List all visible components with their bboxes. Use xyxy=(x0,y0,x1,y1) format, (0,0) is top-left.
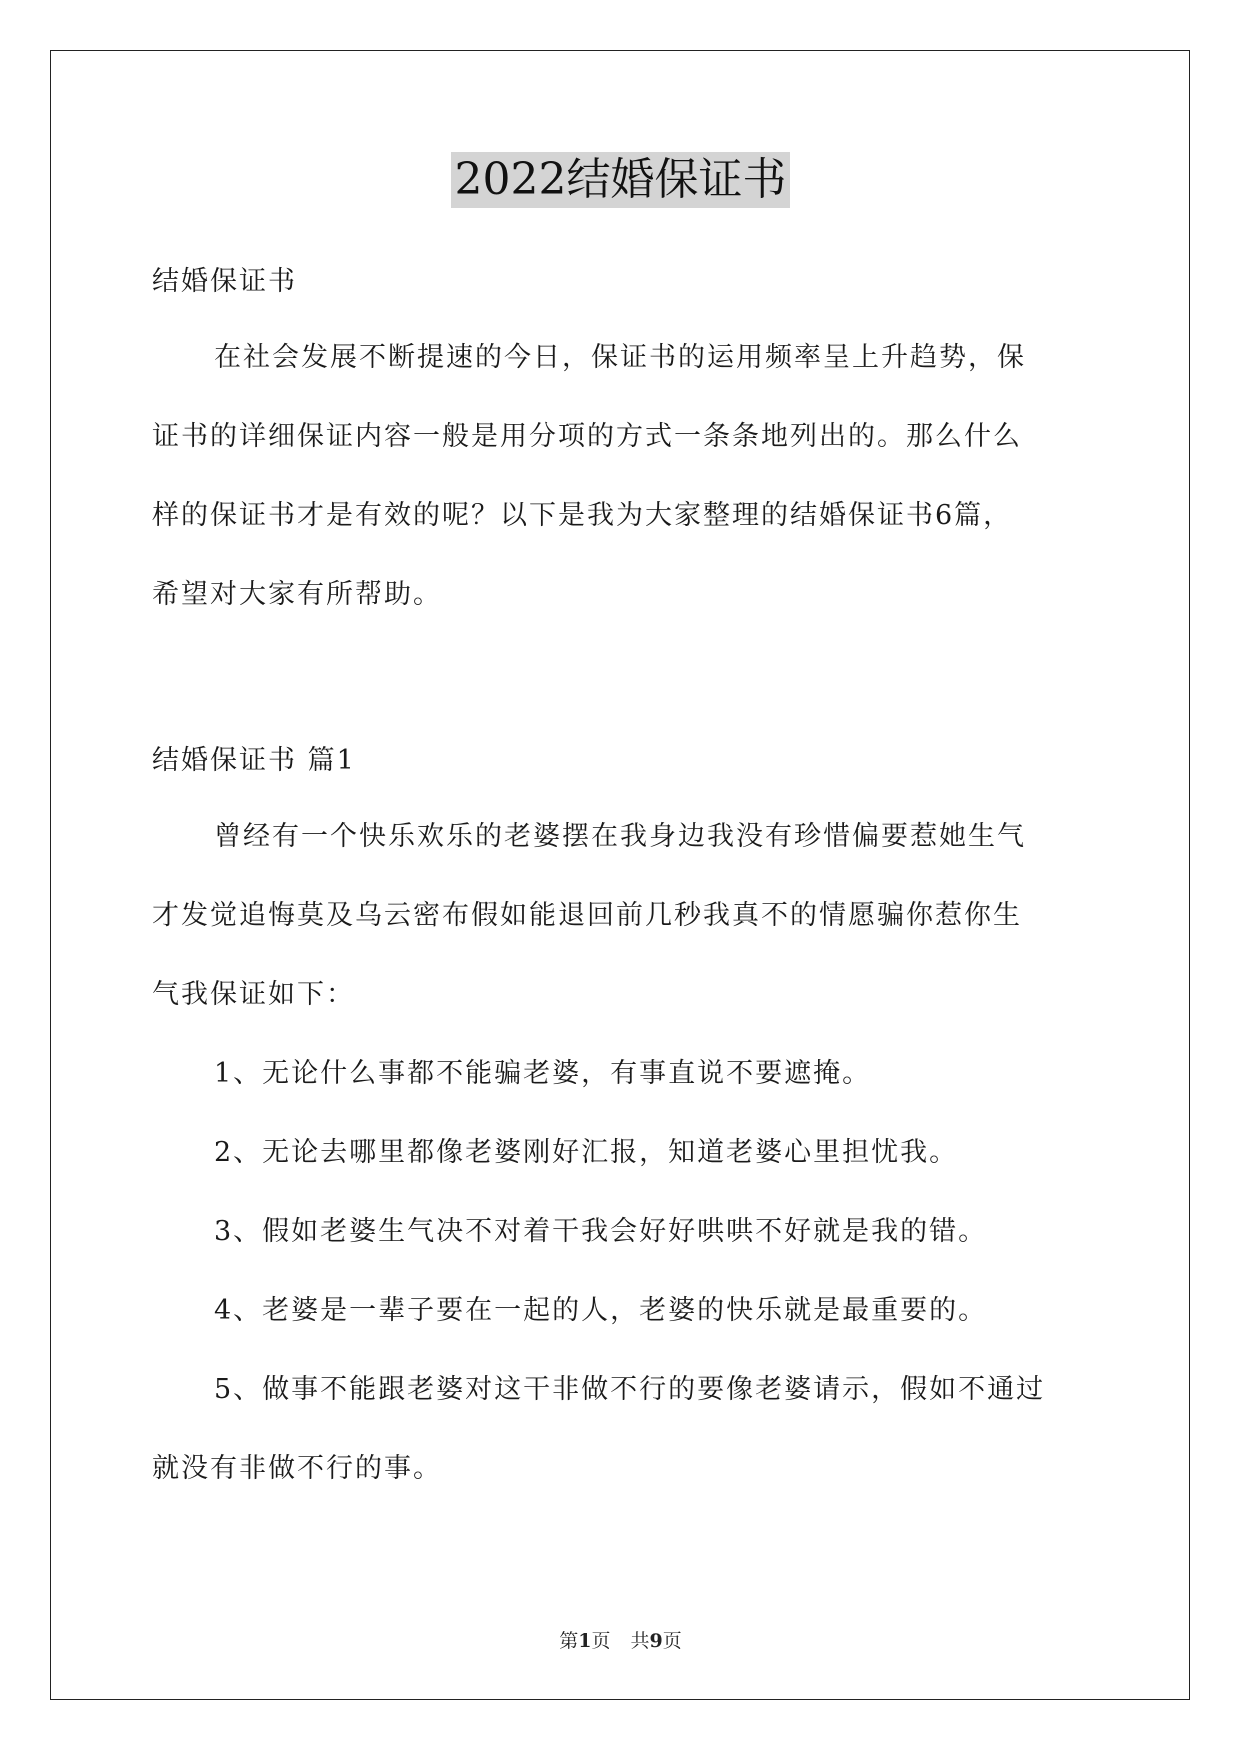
page-footer xyxy=(0,1626,1241,1653)
intro-line: 证书的详细保证内容一般是用分项的方式一条条地列出的。那么什么 xyxy=(152,421,1022,452)
section-intro-line: 气我保证如下： xyxy=(152,979,355,1010)
document-title: 2022结婚保证书 xyxy=(451,152,791,208)
intro-line: 样的保证书才是有效的呢？以下是我为大家整理的结婚保证书6篇， xyxy=(152,500,1013,531)
total-prefix: 共 xyxy=(630,1630,650,1652)
section-heading: 结婚保证书 篇1 xyxy=(152,745,356,776)
pledge-item: 3、假如老婆生气决不对着干我会好好哄哄不好就是我的错。 xyxy=(214,1216,988,1247)
pledge-item-continuation: 就没有非做不行的事。 xyxy=(152,1453,442,1484)
document-title-container xyxy=(0,152,1241,208)
document-body xyxy=(152,262,1088,1528)
pledge-item: 2、无论去哪里都像老婆刚好汇报，知道老婆心里担忧我。 xyxy=(214,1137,959,1168)
section-intro-line: 曾经有一个快乐欢乐的老婆摆在我身边我没有珍惜偏要惹她生气 xyxy=(214,821,1026,852)
total-pages: 9 xyxy=(649,1630,663,1652)
pledge-item: 5、做事不能跟老婆对这干非做不行的要像老婆请示，假如不通过 xyxy=(214,1374,1046,1405)
page-suffix: 页 xyxy=(591,1630,611,1652)
pledge-item: 1、无论什么事都不能骗老婆，有事直说不要遮掩。 xyxy=(214,1058,872,1089)
intro-line: 希望对大家有所帮助。 xyxy=(152,579,442,610)
page-number: 1 xyxy=(578,1630,592,1652)
total-suffix: 页 xyxy=(662,1630,682,1652)
intro-line: 在社会发展不断提速的今日，保证书的运用频率呈上升趋势，保 xyxy=(214,342,1026,373)
section-intro-line: 才发觉追悔莫及乌云密布假如能退回前几秒我真不的情愿骗你惹你生 xyxy=(152,900,1022,931)
pledge-item: 4、老婆是一辈子要在一起的人，老婆的快乐就是最重要的。 xyxy=(214,1295,988,1326)
subtitle: 结婚保证书 xyxy=(152,266,297,297)
page-prefix: 第 xyxy=(559,1630,579,1652)
